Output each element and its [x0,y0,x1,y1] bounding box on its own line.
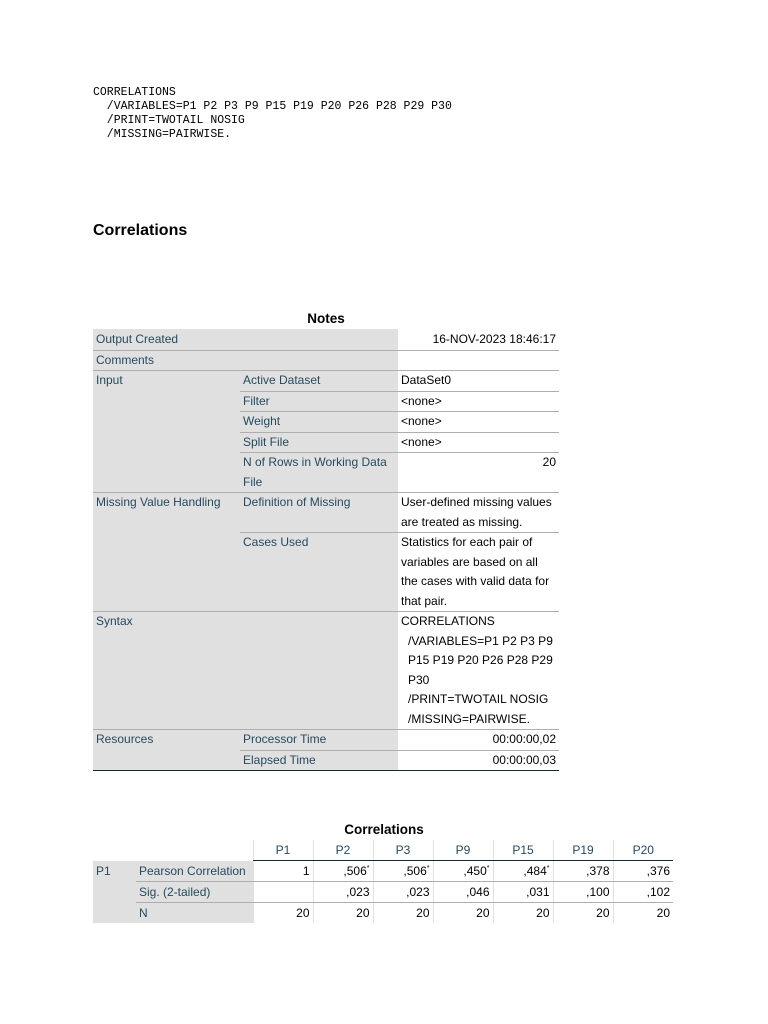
table-row [93,903,673,924]
column-header: P2 [313,840,373,861]
table-cell: 20 [433,903,493,924]
notes-table [93,329,559,771]
syntax-value [398,612,559,730]
correlations-title: Correlations [344,822,424,837]
table-cell: ,450* [433,861,493,882]
active-dataset-value: DataSet0 [398,371,559,392]
table-cell: ,023 [313,882,373,903]
notes-row-definition-missing [93,493,559,533]
table-cell: 20 [313,903,373,924]
table-cell: 20 [553,903,613,924]
n-rows-label: N of Rows in Working Data File [240,453,398,493]
table-cell: ,046 [433,882,493,903]
filter-label: Filter [240,391,398,412]
syntax-value-line: /MISSING=PAIRWISE. [408,711,530,726]
notes-row-output-created [93,329,559,350]
table-cell [253,882,313,903]
column-header: P15 [493,840,553,861]
stat-label: Sig. (2-tailed) [136,882,253,903]
table-cell: ,506* [313,861,373,882]
elapsed-time-label: Elapsed Time [240,750,398,771]
table-cell: 20 [493,903,553,924]
syntax-line: /VARIABLES=P1 P2 P3 P9 P15 P19 P20 P26 P28 P29 P30 [93,100,452,113]
definition-of-missing-label: Definition of Missing [240,493,398,533]
table-cell: 20 [253,903,313,924]
notes-row-comments [93,350,559,371]
elapsed-time-value: 00:00:00,03 [398,750,559,771]
syntax-value-line: /VARIABLES=P1 P2 P3 P9 P15 P19 P20 P26 P28 P29 P30 [408,633,553,687]
table-cell: ,378 [553,861,613,882]
table-cell: ,102 [613,882,673,903]
stat-label: Pearson Correlation [136,861,253,882]
column-header: P19 [553,840,613,861]
output-created-value: 16-NOV-2023 18:46:17 [398,329,559,350]
table-cell: ,023 [373,882,433,903]
correlations-header-row [93,840,673,861]
table-cell: ,031 [493,882,553,903]
syntax-value-line: CORRELATIONS [401,614,495,628]
missing-value-handling-label: Missing Value Handling [93,493,240,612]
header-blank [93,840,253,861]
definition-of-missing-value: User-defined missing values are treated as missing. [398,493,559,533]
table-row [93,861,673,882]
notes-row-syntax [93,612,559,730]
table-cell: ,100 [553,882,613,903]
correlations-table [93,840,673,923]
active-dataset-label: Active Dataset [240,371,398,392]
table-cell: 20 [613,903,673,924]
notes-title: Notes [307,311,345,326]
n-rows-value: 20 [398,453,559,493]
syntax-block [93,86,452,142]
column-header: P9 [433,840,493,861]
table-cell: 1 [253,861,313,882]
table-cell: 20 [373,903,433,924]
output-created-label: Output Created [93,329,398,350]
processor-time-label: Processor Time [240,730,398,751]
column-header: P3 [373,840,433,861]
weight-value: <none> [398,412,559,433]
syntax-line: /MISSING=PAIRWISE. [93,128,232,141]
notes-row-active-dataset [93,371,559,392]
comments-label: Comments [93,350,398,371]
table-cell: ,376 [613,861,673,882]
syntax-value-line: /PRINT=TWOTAIL NOSIG [408,692,549,706]
table-cell: ,484* [493,861,553,882]
resources-label: Resources [93,730,240,771]
notes-row-processor-time [93,730,559,751]
table-cell: ,506* [373,861,433,882]
section-heading: Correlations [93,222,188,239]
stat-label: N [136,903,253,924]
split-file-label: Split File [240,432,398,453]
filter-value: <none> [398,391,559,412]
input-label: Input [93,371,240,493]
column-header: P20 [613,840,673,861]
table-row [93,882,673,903]
split-file-value: <none> [398,432,559,453]
processor-time-value: 00:00:00,02 [398,730,559,751]
column-header: P1 [253,840,313,861]
row-variable-label: P1 [93,861,136,924]
syntax-line: CORRELATIONS [93,86,176,99]
cases-used-value: Statistics for each pair of variables are based on all the cases with valid data for that pair. [398,533,559,612]
syntax-label: Syntax [93,612,398,730]
cases-used-label: Cases Used [240,533,398,612]
syntax-line: /PRINT=TWOTAIL NOSIG [93,114,245,127]
weight-label: Weight [240,412,398,433]
comments-value [398,350,559,371]
